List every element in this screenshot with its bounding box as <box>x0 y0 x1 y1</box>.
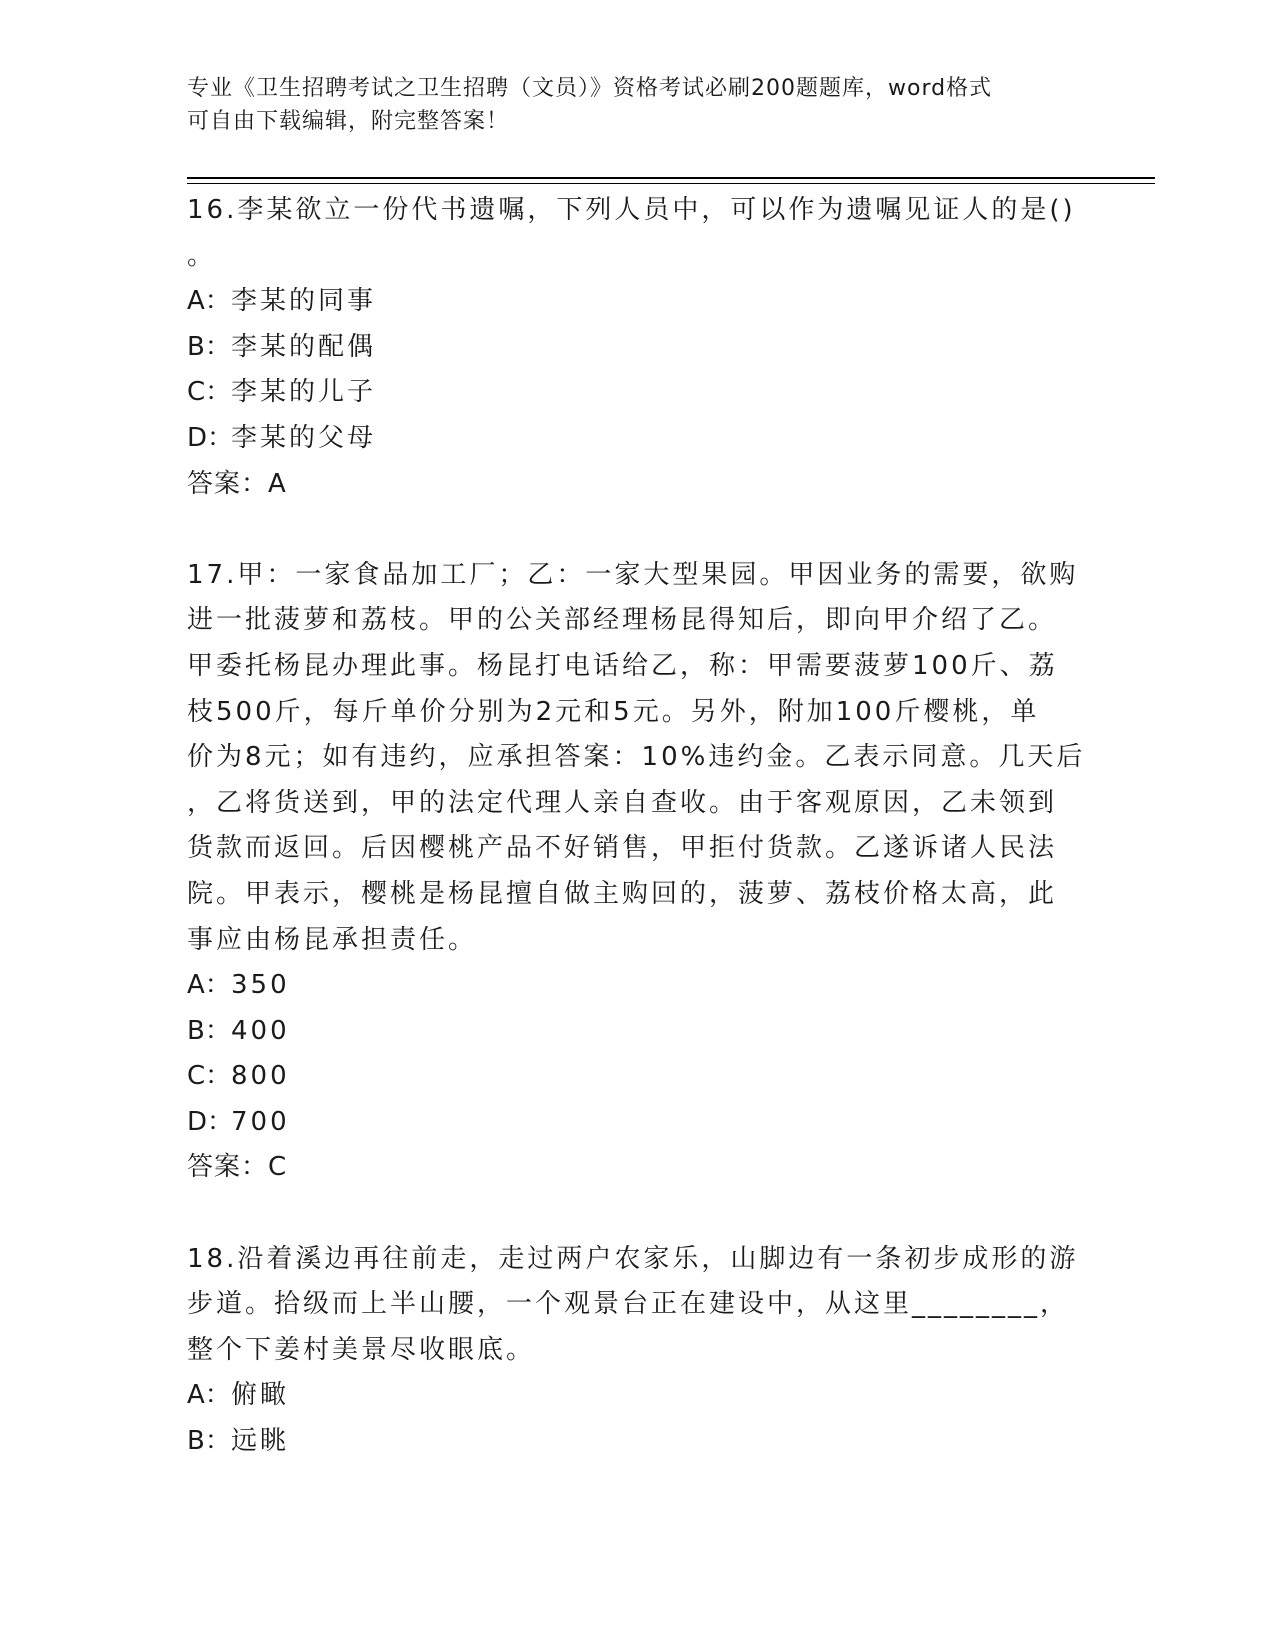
question-stem-line: 整个下姜村美景尽收眼底。 <box>187 1334 536 1365</box>
answer-option <box>187 325 1077 371</box>
answer-option <box>187 370 1077 416</box>
option-letter: A： <box>187 970 231 1001</box>
answer-option <box>187 279 1077 325</box>
option-text: 李某的儿子 <box>231 377 377 408</box>
answer-option <box>187 1100 1077 1146</box>
option-text: 400 <box>231 1015 290 1046</box>
question-stem-line: 货款而返回。后因樱桃产品不好销售，甲拒付货款。乙遂诉诸人民法 <box>187 833 1058 864</box>
question-stem-line: 步道。拾级而上半山腰，一个观景台正在建设中，从这里________， <box>187 1289 1070 1320</box>
answer-key: 答案：C <box>187 1152 288 1183</box>
option-text: 700 <box>231 1106 290 1137</box>
answer-option <box>187 1373 1077 1419</box>
question-stem-line: 16.李某欲立一份代书遗嘱，下列人员中，可以作为遗嘱见证人的是() <box>187 195 1076 225</box>
answer-option <box>187 1419 1077 1465</box>
question-spacer <box>187 1191 1077 1237</box>
question-stem-line: ，乙将货送到，甲的法定代理人亲自查收。由于客观原因，乙未领到 <box>187 787 1058 818</box>
option-text: 800 <box>231 1061 290 1092</box>
option-letter: C： <box>187 1061 232 1092</box>
option-text: 李某的同事 <box>231 286 377 317</box>
question-17 <box>187 553 1086 1191</box>
answer-option <box>187 963 1077 1009</box>
document-header <box>187 72 1087 138</box>
answer-key: 答案：A <box>187 468 287 499</box>
question-stem <box>187 1237 1077 1374</box>
option-text: 李某的父母 <box>231 422 377 453</box>
question-stem-line: 。 <box>187 240 217 271</box>
question-spacer <box>187 507 1077 553</box>
option-letter: D： <box>187 422 234 453</box>
option-letter: B： <box>187 1426 231 1457</box>
option-letter: B： <box>187 331 231 362</box>
answer-option <box>187 416 1077 462</box>
header-divider-thin <box>187 183 1155 184</box>
option-letter: B： <box>187 1015 231 1046</box>
question-stem-line: 枝500斤，每斤单价分别为2元和5元。另外，附加100斤樱桃，单 <box>187 696 1040 727</box>
question-stem-line: 甲委托杨昆办理此事。杨昆打电话给乙，称：甲需要菠萝100斤、荔 <box>187 650 1058 681</box>
answer-option <box>187 1009 1077 1055</box>
question-18 <box>187 1237 1077 1465</box>
option-letter: C： <box>187 377 232 408</box>
question-16 <box>187 188 1077 507</box>
question-stem-line: 18.沿着溪边再往前走，走过两户农家乐，山脚边有一条初步成形的游 <box>187 1243 1079 1274</box>
option-text: 俯瞰 <box>231 1380 290 1411</box>
header-line-2: 可自由下载编辑，附完整答案！ <box>187 109 510 134</box>
question-stem-line: 价为8元；如有违约，应承担答案：10%违约金。乙表示同意。几天后 <box>187 742 1086 773</box>
answer-option <box>187 1054 1077 1100</box>
question-stem <box>187 188 1077 279</box>
option-letter: D： <box>187 1106 234 1137</box>
question-stem-line: 事应由杨昆承担责任。 <box>187 924 478 955</box>
option-text: 李某的配偶 <box>231 331 377 362</box>
header-line-1: 专业《卫生招聘考试之卫生招聘（文员）》资格考试必刷200题题库，word格式 <box>187 76 993 101</box>
question-stem-line: 17.甲：一家食品加工厂；乙：一家大型果园。甲因业务的需要，欲购 <box>187 559 1079 590</box>
question-stem <box>187 553 1086 963</box>
header-divider-thick <box>187 177 1155 179</box>
option-letter: A： <box>187 286 231 317</box>
option-text: 远眺 <box>231 1426 290 1457</box>
question-stem-line: 进一批菠萝和荔枝。甲的公关部经理杨昆得知后，即向甲介绍了乙。 <box>187 605 1058 636</box>
option-text: 350 <box>231 970 290 1001</box>
option-letter: A： <box>187 1380 231 1411</box>
question-list <box>187 188 1086 1465</box>
question-stem-line: 院。甲表示，樱桃是杨昆擅自做主购回的，菠萝、荔枝价格太高，此 <box>187 878 1058 909</box>
